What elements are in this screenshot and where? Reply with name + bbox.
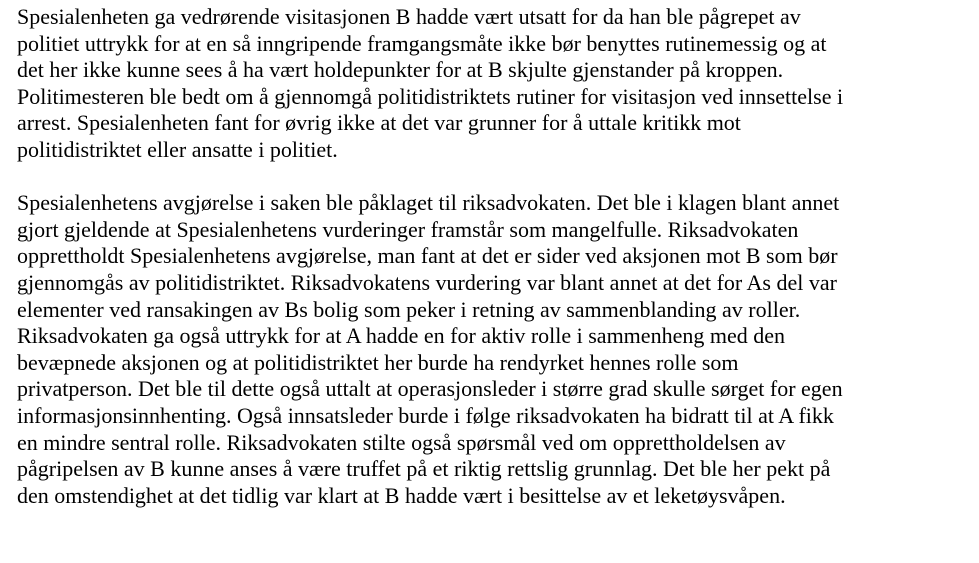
text-line: det her ikke kunne sees å ha vært holdepunkter for at B skjulte gjenstander på kroppen. (17, 57, 784, 83)
text-line: Riksadvokaten ga også uttrykk for at A hadde en for aktiv rolle i sammenheng med den (17, 323, 785, 349)
paragraph-2 (17, 190, 972, 509)
text-line: den omstendighet at det tidlig var klart at B hadde vært i besittelse av et leketøysvåpen. (17, 482, 786, 508)
text-line: Politimesteren ble bedt om å gjennomgå politidistriktets rutiner for visitasjon ved innsettelse i (17, 83, 844, 109)
text-line: Spesialenhetens avgjørelse i saken ble påklaget til riksadvokaten. Det ble i klagen blant annet (17, 190, 840, 216)
text-line: gjort gjeldende at Spesialenhetens vurderinger framstår som mangelfulle. Riksadvokaten (17, 216, 799, 242)
text-line: pågripelsen av B kunne anses å være truffet på et riktig rettslig grunnlag. Det ble her pekt på (17, 456, 831, 482)
text-line: en mindre sentral rolle. Riksadvokaten stilte også spørsmål ved om opprettholdelsen av (17, 429, 786, 455)
text-line: informasjonsinnhenting. Også innsatsleder burde i følge riksadvokaten ha bidratt til at A fikk (17, 402, 834, 428)
text-line: Spesialenheten ga vedrørende visitasjonen B hadde vært utsatt for da han ble pågrepet av (17, 4, 801, 29)
text-line: gjennomgås av politidistriktet. Riksadvokatens vurdering var blant annet at det for As del var (17, 269, 837, 295)
text-line: arrest. Spesialenheten fant for øvrig ikke at det var grunner for å uttale kritikk mot (17, 110, 741, 136)
paragraph-spacer (17, 164, 972, 191)
text-line: privatperson. Det ble til dette også uttalt at operasjonsleder i større grad skulle sørget for egen (17, 376, 843, 402)
text-line: bevæpnede aksjonen og at politidistriktet her burde ha rendyrket hennes rolle som (17, 349, 739, 375)
document-body (17, 4, 972, 509)
text-line: elementer ved ransakingen av Bs bolig som peker i retning av sammenblanding av roller. (17, 296, 801, 322)
paragraph-1 (17, 4, 972, 164)
text-line: politidistriktet eller ansatte i politiet. (17, 136, 338, 162)
text-line: politiet uttrykk for at en så inngripende framgangsmåte ikke bør benyttes rutinemessig og at (17, 30, 827, 56)
text-line: opprettholdt Spesialenhetens avgjørelse, man fant at det er sider ved aksjonen mot B som bør (17, 243, 838, 269)
